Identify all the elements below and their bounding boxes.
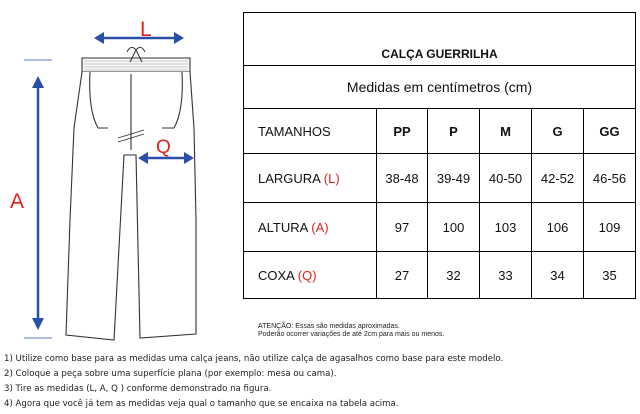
sizes-header-row (244, 109, 636, 154)
row-name: ALTURA (258, 219, 308, 235)
table-cell: 46-56 (584, 154, 636, 203)
label-Q: Q (156, 137, 171, 158)
row-code: (L) (323, 170, 340, 186)
note-line-1: ATENÇÃO: Essas são medidas aproximadas. (258, 323, 400, 330)
size-gg: GG (584, 109, 636, 154)
table-cell: 40-50 (480, 154, 532, 203)
size-m: M (480, 109, 532, 154)
table-cell: 103 (480, 203, 532, 252)
table-cell: 97 (377, 203, 428, 252)
table-cell: 100 (428, 203, 480, 252)
table-row (244, 252, 636, 299)
row-label-altura (244, 203, 377, 252)
size-pp: PP (377, 109, 428, 154)
instruction-item: 1) Utilize como base para as medidas uma calça jeans, não utilize calça de agasalhos como base para este modelo. (4, 354, 504, 364)
table-row (244, 203, 636, 252)
row-name: LARGURA (258, 170, 321, 186)
table-cell: 32 (428, 252, 480, 299)
table-row (244, 154, 636, 203)
size-table (243, 12, 636, 299)
size-p: P (428, 109, 480, 154)
table-cell: 39-49 (428, 154, 480, 203)
instruction-item: 4) Agora que você já tem as medidas veja qual o tamanho que se encaixa na tabela acima. (4, 399, 399, 409)
row-code: (Q) (297, 267, 317, 283)
table-title: CALÇA GUERRILHA (244, 13, 636, 66)
table-cell: 34 (532, 252, 584, 299)
label-A: A (10, 190, 25, 213)
table-cell: 106 (532, 203, 584, 252)
pants-drawing (66, 47, 196, 340)
pants-measurement-figure (0, 0, 240, 345)
measurement-note (258, 323, 444, 339)
table-cell: 27 (377, 252, 428, 299)
row-label-coxa (244, 252, 377, 299)
note-line-2: Poderão ocorrer variações de até 2cm para mais ou menos. (258, 331, 445, 338)
row-code: (A) (311, 219, 329, 235)
instructions-list (4, 352, 503, 412)
table-cell: 35 (584, 252, 636, 299)
height-arrow (32, 76, 44, 330)
instruction-item: 3) Tire as medidas (L, A, Q ) conforme demonstrado na figura. (4, 384, 272, 394)
width-arrow (94, 32, 184, 44)
table-subtitle: Medidas em centímetros (cm) (244, 66, 636, 109)
instruction-item: 2) Coloque a peça sobre uma superfície plana (por exemplo: mesa ou cama). (4, 369, 337, 379)
size-g: G (532, 109, 584, 154)
table-cell: 109 (584, 203, 636, 252)
table-cell: 38-48 (377, 154, 428, 203)
row-name: COXA (258, 267, 295, 283)
label-L: L (140, 18, 152, 41)
table-cell: 33 (480, 252, 532, 299)
table-cell: 42-52 (532, 154, 584, 203)
row-label-largura (244, 154, 377, 203)
sizes-header-label: TAMANHOS (244, 109, 377, 154)
